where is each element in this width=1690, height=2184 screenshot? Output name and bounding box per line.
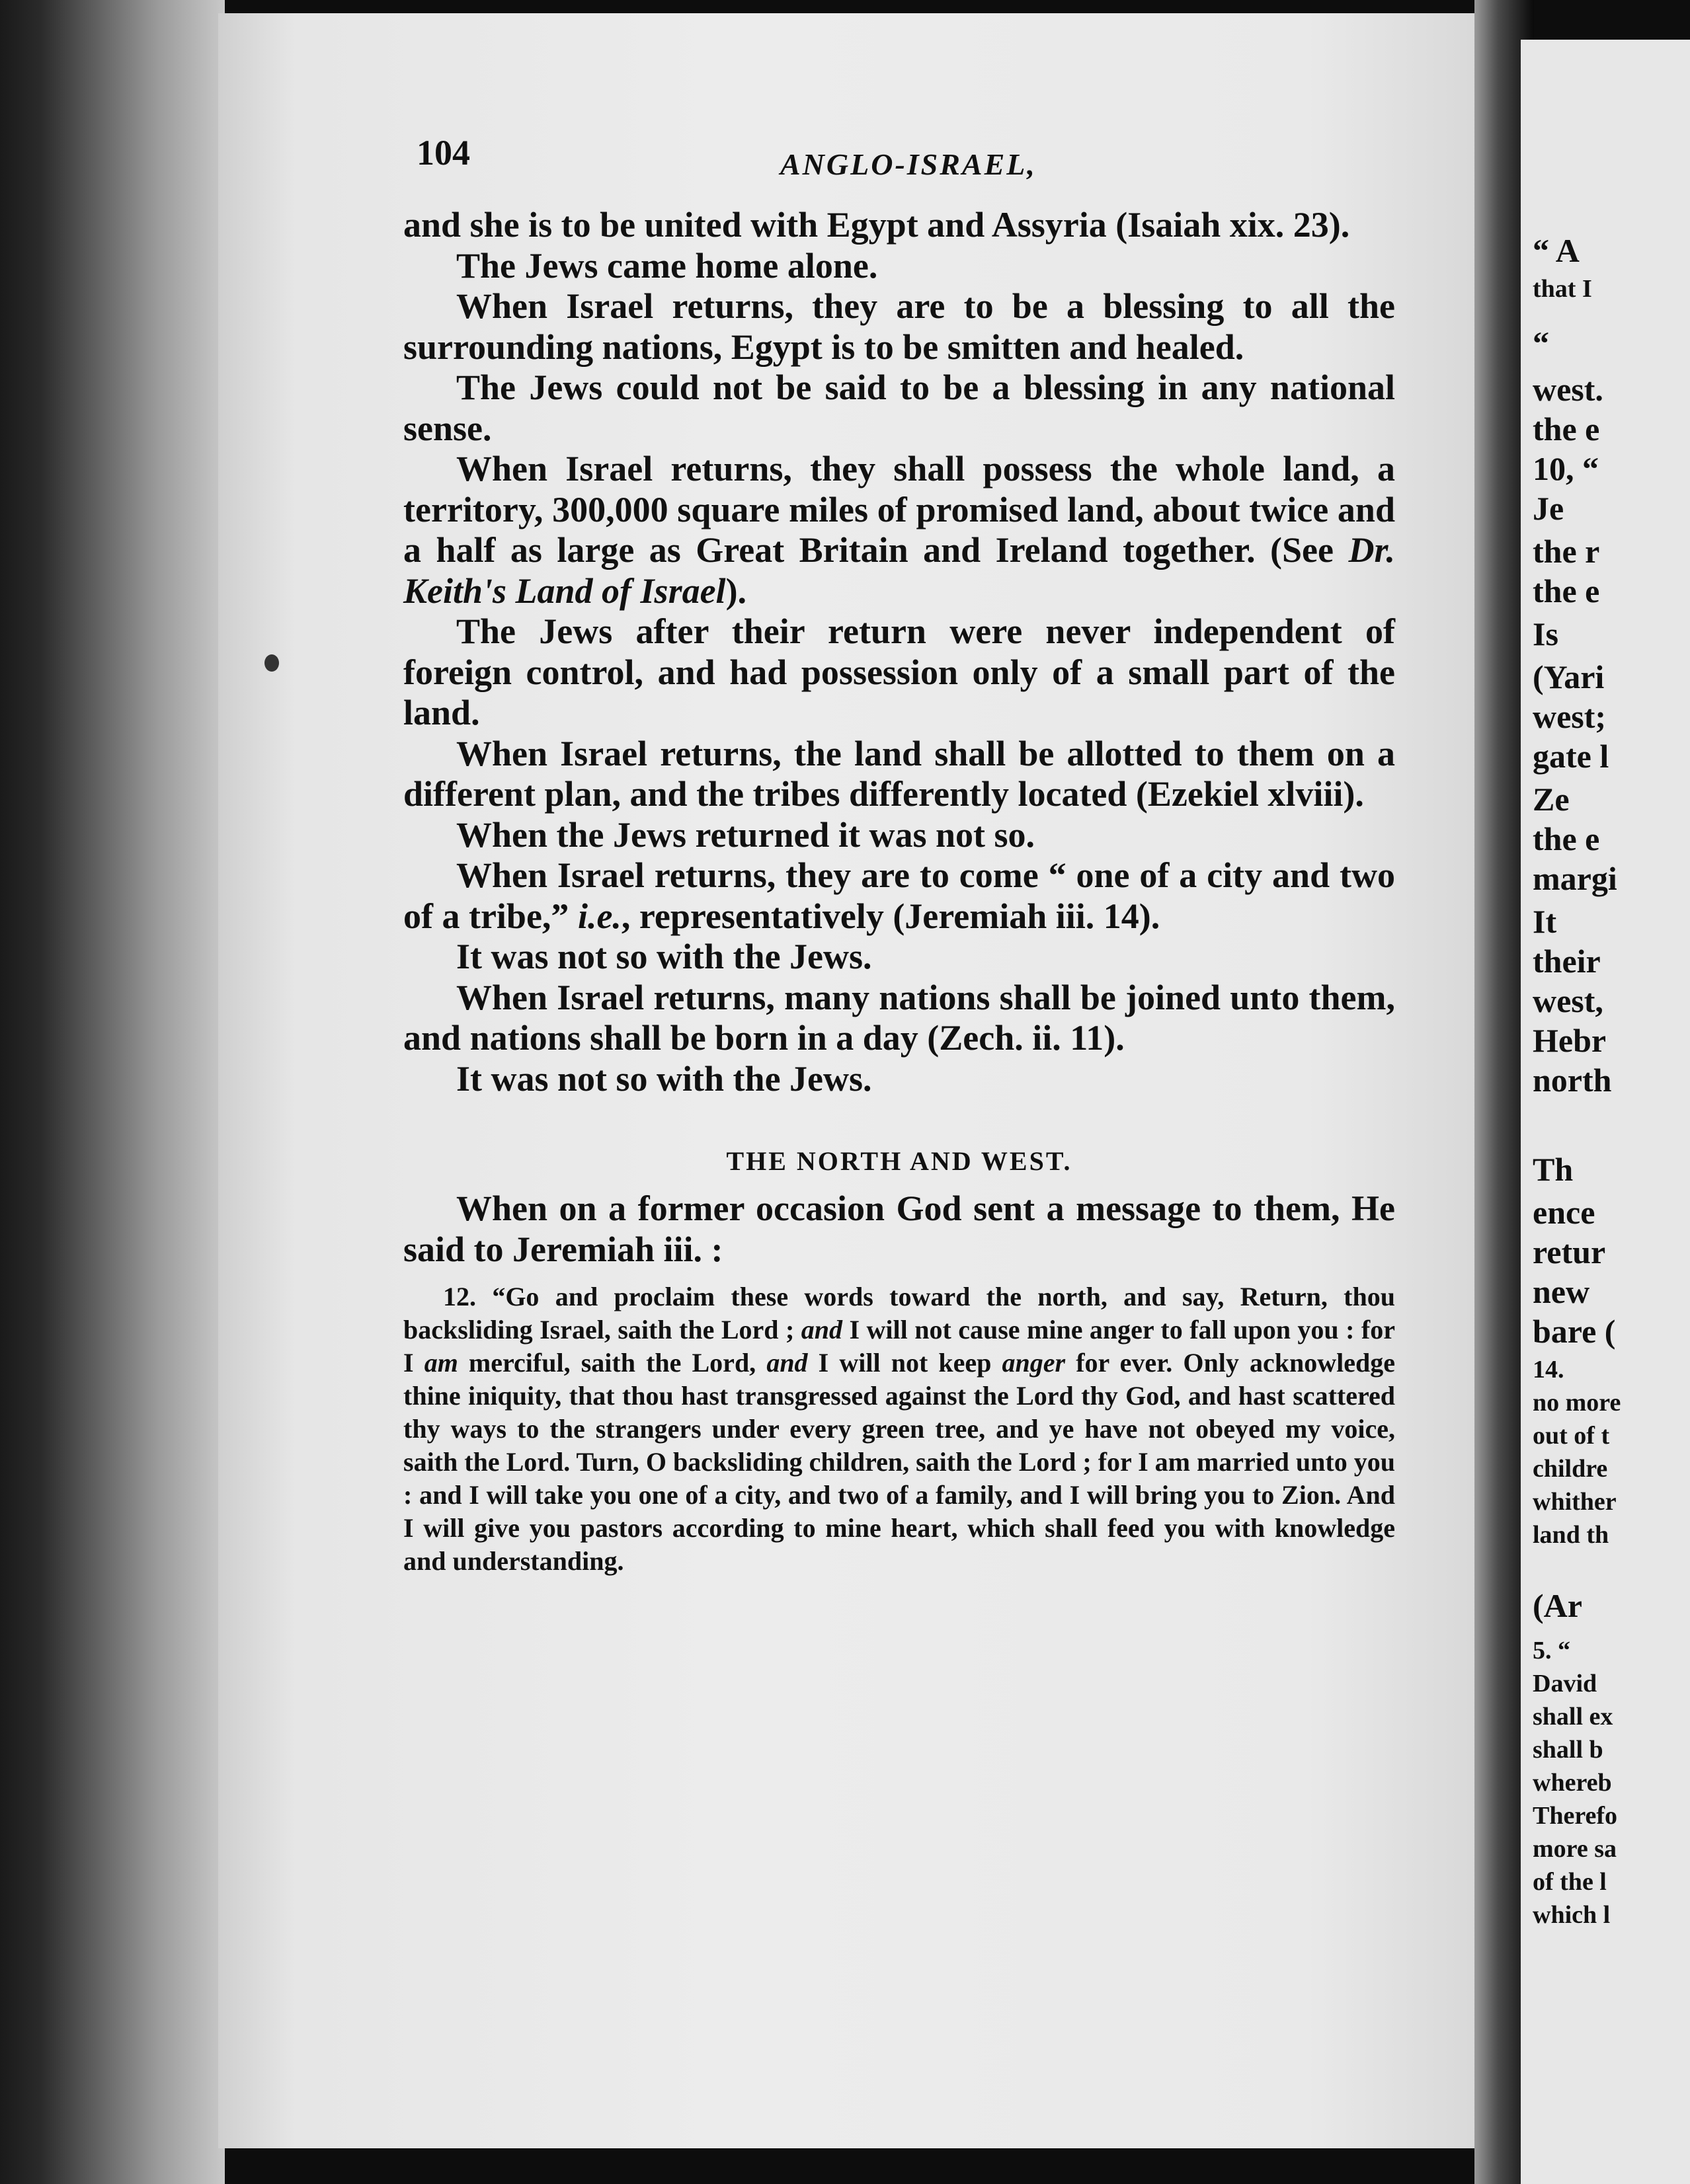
facing-line: “ xyxy=(1533,325,1549,362)
facing-line: Therefo xyxy=(1533,1802,1618,1830)
facing-line: whither xyxy=(1533,1488,1617,1516)
facing-line: that I xyxy=(1533,275,1592,303)
paragraph: It was not so with the Jews. xyxy=(456,1058,872,1099)
paragraph: When Israel returns, the land shall be allotted to them on a different plan, and the tribes differently located (Ezekiel xlviii). xyxy=(403,733,1395,814)
facing-line: Th xyxy=(1533,1151,1574,1188)
italic-word: and xyxy=(801,1315,843,1345)
italic-word: and xyxy=(766,1348,808,1378)
facing-line: north xyxy=(1533,1062,1612,1099)
facing-line: more sa xyxy=(1533,1835,1617,1863)
text-run: I will not keep xyxy=(807,1348,1002,1378)
facing-line: It xyxy=(1533,903,1557,940)
text-run: I will not cause mine anger to fall upon you : for I xyxy=(403,1315,1395,1378)
facing-line: “ A xyxy=(1533,232,1580,269)
paragraph: When Israel returns, many nations shall be joined unto them, and nations shall be born in a day (Zech. ii. 11). xyxy=(403,977,1395,1058)
facing-line: gate l xyxy=(1533,738,1609,775)
paragraph: It was not so with the Jews. xyxy=(456,937,872,976)
facing-line: out of t xyxy=(1533,1422,1610,1450)
facing-line: the e xyxy=(1533,572,1600,609)
facing-line: the e xyxy=(1533,820,1600,857)
ink-speck xyxy=(264,654,279,672)
text-run: ). xyxy=(725,570,747,611)
italic-word: anger xyxy=(1002,1348,1066,1378)
text-run: , representatively (Jeremiah iii. 14). xyxy=(621,896,1160,936)
paragraph xyxy=(403,449,1395,611)
facing-line: Is xyxy=(1533,615,1558,652)
page-header xyxy=(403,126,1395,205)
facing-line: 14. xyxy=(1533,1356,1564,1384)
paragraph: The Jews came home alone. xyxy=(456,245,878,286)
paragraph: and she is to be united with Egypt and Assyria (Isaiah xix. 23). xyxy=(403,205,1350,245)
facing-line: no more xyxy=(1533,1389,1621,1417)
facing-line: their xyxy=(1533,943,1601,980)
paragraph: When Israel returns, they are to be a blessing to all the surrounding nations, Egypt is to be smitten and healed. xyxy=(403,286,1395,367)
facing-line: which l xyxy=(1533,1901,1611,1929)
facing-line: Ze xyxy=(1533,781,1570,818)
text-run: 12. “Go and proclaim these words toward the north, and say, Return, thou backsliding Israel, saith the Lord ; xyxy=(403,1282,1395,1345)
facing-line: ence xyxy=(1533,1194,1595,1231)
facing-line: (Yari xyxy=(1533,658,1605,695)
paragraph: When the Jews returned it was not so. xyxy=(456,814,1035,855)
facing-line: bare ( xyxy=(1533,1313,1616,1350)
text-run: When Israel returns, they are to come “ one of a city and two of a tribe,” xyxy=(403,855,1395,936)
facing-line: childre xyxy=(1533,1455,1608,1483)
running-head: ANGLO-ISRAEL, xyxy=(780,147,1037,181)
italic-abbreviation: i.e. xyxy=(577,896,622,936)
page-number: 104 xyxy=(417,133,470,173)
text-run: When Israel returns, they shall possess the whole land, a territory, 300,000 square miles of promised land, about twice and a half as large as Great Britain and Ireland together. (See xyxy=(403,449,1395,570)
body-text xyxy=(403,205,1395,1099)
facing-line: shall ex xyxy=(1533,1703,1613,1731)
facing-line: Hebr xyxy=(1533,1022,1607,1059)
page-text-block xyxy=(403,126,1395,1578)
facing-line: David xyxy=(1533,1670,1597,1697)
facing-line: whereb xyxy=(1533,1769,1612,1797)
facing-line: the e xyxy=(1533,410,1600,448)
facing-line: 5. “ xyxy=(1533,1637,1570,1664)
paragraph: The Jews could not be said to be a blessing in any national sense. xyxy=(403,368,1395,448)
facing-line: west. xyxy=(1533,371,1603,408)
scan-left-edge xyxy=(0,0,225,2184)
scripture-quote xyxy=(403,1280,1395,1578)
facing-line: 10, “ xyxy=(1533,450,1599,487)
italic-word: am xyxy=(424,1348,458,1378)
text-run: merciful, saith the Lord, xyxy=(458,1348,767,1378)
facing-line: shall b xyxy=(1533,1736,1603,1764)
facing-line: of the l xyxy=(1533,1868,1607,1896)
citation-title: Dr. Keith's Land of Israel xyxy=(403,530,1395,611)
text-run: for ever. Only acknowledge thine iniquity, that thou hast transgressed against the Lord thy God, and hast scattered thy ways to the strangers under every green tree, and ye have not obeyed my voice, saith the Lord. Turn, O backsliding children, saith the Lord ; for I am married unto you : and I will take you one of a city, and two of a family, and I will bring you to Zion. And I will give you pastors according to mine heart, which shall feed you with knowledge and understanding. xyxy=(403,1348,1395,1576)
paragraph xyxy=(403,855,1395,937)
paragraph: The Jews after their return were never independent of foreign control, and had possession only of a small part of the land. xyxy=(403,611,1395,732)
facing-line: west; xyxy=(1533,698,1607,735)
section-heading: THE NORTH AND WEST. xyxy=(726,1146,1072,1176)
facing-page-fragment xyxy=(1521,40,1690,2184)
paragraph: When on a former occasion God sent a message to them, He said to Jeremiah iii. : xyxy=(403,1189,1395,1269)
quote-paragraph xyxy=(403,1280,1395,1578)
facing-line: new xyxy=(1533,1273,1590,1310)
facing-line: land th xyxy=(1533,1521,1609,1549)
facing-line: Je xyxy=(1533,490,1564,527)
facing-line: margi xyxy=(1533,860,1617,897)
facing-line: retur xyxy=(1533,1233,1606,1270)
facing-line: (Ar xyxy=(1533,1587,1582,1624)
facing-line: west, xyxy=(1533,982,1603,1019)
section-intro xyxy=(403,1189,1395,1270)
facing-line: the r xyxy=(1533,533,1600,570)
